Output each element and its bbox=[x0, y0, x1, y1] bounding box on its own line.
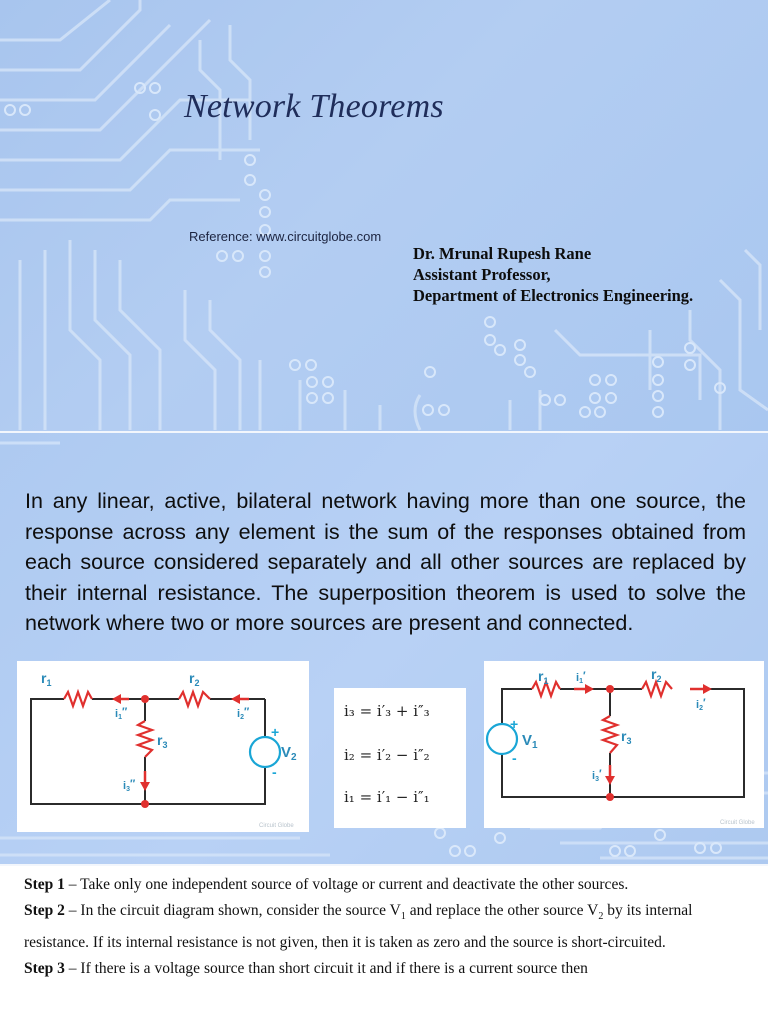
reference-text: Reference: www.circuitglobe.com bbox=[189, 229, 382, 244]
minus-sign: - bbox=[272, 764, 277, 780]
author-department: Department of Electronics Engineering. bbox=[413, 286, 694, 305]
step-2-text-c: by its internal resistance. If its internal resistance is not given, then it is taken as zero and the source is short-circuited. bbox=[24, 902, 693, 952]
step-1-text: – Take only one independent source of voltage or current and deactivate the other sources. bbox=[64, 876, 629, 893]
circuit-diagram-v1-svg bbox=[484, 661, 764, 828]
title-slide bbox=[0, 0, 768, 431]
step-2-sub-1: 1 bbox=[400, 911, 406, 923]
step-3 bbox=[24, 956, 742, 982]
step-2-text-a: – In the circuit diagram shown, consider the source V bbox=[64, 902, 401, 919]
plus-sign: + bbox=[271, 724, 280, 740]
formula-i3: i₃ = i′₃ + i″₃ bbox=[344, 702, 430, 720]
circuit-diagram-v1 bbox=[484, 661, 764, 828]
label-r2: $r_2$ bbox=[189, 670, 200, 688]
step-1 bbox=[24, 872, 742, 898]
steps-slide bbox=[0, 866, 768, 1024]
label-i3: i3′ bbox=[592, 768, 602, 783]
circuit-diagram-v2-svg bbox=[17, 661, 309, 832]
step-3-text: – If there is a voltage source than short circuit it and if there is a current source then bbox=[64, 960, 588, 978]
theorem-statement: In any linear, active, bilateral network having more than one source, the response across any element is the sum of the responses obtained from each source considered separately and all other sources are replaced by their internal resistance. The superposition theorem is used to solve the network where two or more sources are present and connected. bbox=[25, 489, 746, 635]
label-r2: $r_2$ bbox=[651, 666, 662, 684]
circuit-diagram-v2 bbox=[17, 661, 309, 832]
author-block bbox=[413, 243, 693, 306]
formula-i1: i₁ = i′₁ − i″₁ bbox=[344, 788, 430, 806]
author-name: Dr. Mrunal Rupesh Rane bbox=[413, 244, 592, 263]
watermark: Circuit Globe bbox=[720, 820, 755, 826]
step-2 bbox=[24, 898, 742, 956]
author-position: Assistant Professor, bbox=[413, 265, 551, 284]
label-r1: $r_1$ bbox=[41, 670, 52, 688]
label-r3: $r_3$ bbox=[157, 732, 168, 750]
label-v1: $V_1$ bbox=[522, 732, 538, 751]
superposition-formulas bbox=[334, 688, 466, 828]
label-i3: i3″ bbox=[123, 778, 136, 793]
plus-sign: + bbox=[510, 716, 519, 732]
label-i1: i1′ bbox=[576, 670, 586, 685]
step-2-text-b: and replace the other source V bbox=[405, 902, 599, 919]
minus-sign: - bbox=[512, 750, 517, 766]
step-3-label: Step 3 bbox=[24, 960, 65, 978]
step-2-sub-2: 2 bbox=[598, 911, 604, 923]
label-r1: $r_1$ bbox=[538, 668, 549, 686]
label-i2: i2′ bbox=[696, 697, 706, 712]
watermark: Circuit Globe bbox=[259, 823, 294, 829]
label-i2: i2″ bbox=[237, 706, 250, 721]
steps-list bbox=[24, 872, 742, 982]
step-1-label: Step 1 bbox=[24, 876, 65, 893]
label-i1: i1″ bbox=[115, 706, 128, 721]
formula-i2: i₂ = i′₂ − i″₂ bbox=[344, 746, 430, 764]
step-2-label: Step 2 bbox=[24, 902, 65, 919]
label-v2: $V_2$ bbox=[281, 744, 297, 763]
label-r3: $r_3$ bbox=[621, 728, 632, 746]
circuit-board-background bbox=[0, 0, 768, 431]
page-title: Network Theorems bbox=[184, 88, 444, 125]
